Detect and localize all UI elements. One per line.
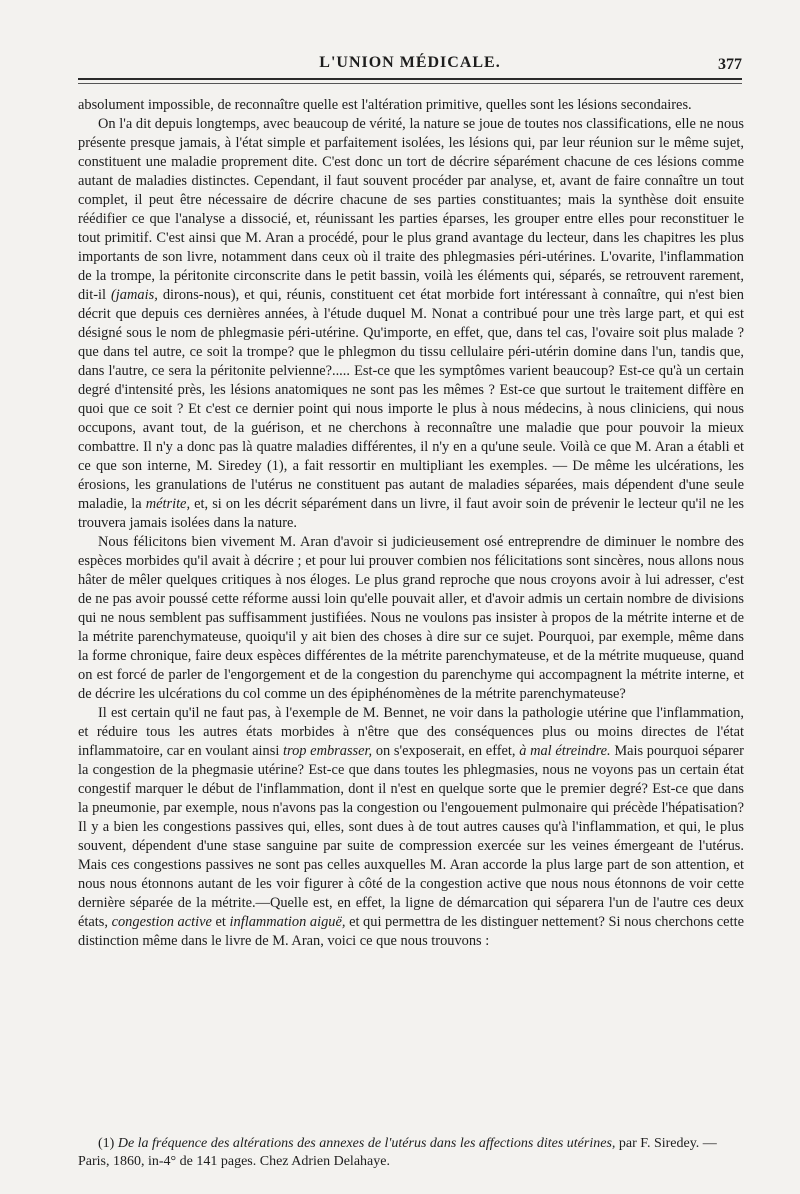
- paragraph-4-italic-3: congestion active: [111, 914, 212, 930]
- paragraph-2-text-a: On l'a dit depuis longtemps, avec beaucoup de vérité, la nature se joue de toutes nos classifications, elle ne nous présente presque jamais, à l'état simple et parfaitement isolées, les lésions qui, par leur réunion sur le même sujet, constituent une maladie proprement dite. C'est donc un tort de décrire séparément chacune de ces lésions comme autant de maladies distinctes. Cependant, il faut souvent procéder par analyse, et, avant de faire connaître un tout complet, il peut être nécessaire de décrire chacune de ses parties constituantes; mais la synthèse doit ensuite réédifier ce que l'analyse a dissocié, et, réunissant les parties éparses, les grouper entre elles pour reconstituer le tout primitif. C'est ainsi que M. Aran a procédé, pour le plus grand avantage du lecteur, dans les chapitres les plus importants de son livre, notamment dans ceux où il traite des phlegmasies péri-utérines. L'ovarite, l'inflammation de la trompe, la péritonite circonscrite dans le petit bassin, voilà les éléments qui, séparés, se retrouvent rarement, dit-il: [78, 116, 744, 303]
- running-title: L'UNION MÉDICALE.: [319, 54, 501, 71]
- paragraph-2-italic-1: (jamais,: [111, 287, 158, 303]
- paragraph-4-italic-4: inflammation aiguë,: [229, 914, 346, 930]
- footnote-marker: (1): [98, 1136, 115, 1151]
- page-number: 377: [718, 56, 742, 73]
- paragraph-2-text-c: et, si on les décrit séparément dans un livre, il faut avoir soin de prévenir le lecteur qu'il ne les trouvera jamais isolées dans la nature.: [78, 496, 744, 531]
- paragraph-3: Nous félicitons bien vivement M. Aran d'avoir si judicieusement osé entreprendre de diminuer le nombre des espèces morbides qu'il avait à décrire ; et pour lui prouver combien nos félicitations sont sincères, nous allons nous hâter de mêler quelques critiques à nos éloges. Le plus grand reproche que nous croyons avoir à lui adresser, c'est de ne pas avoir poussé cette réforme aussi loin qu'elle pouvait aller, et d'avoir admis un certain nombre de divisions qui ne nous semblent pas suffisamment justifiées. Nous ne voulons pas insister à propos de la métrite interne et de la métrite parenchymateuse, quoiqu'il y ait bien des choses à dire sur ce sujet. Pourquoi, par exemple, même dans la forme chronique, faire deux espèces différentes de la métrite parenchymateuse, et de la métrite muqueuse, quand on est forcé de parler de l'engorgement et de la congestion du parenchyme qui accompagnent la métrite interne, et de décrire les ulcérations du col comme un des épiphénomènes de la métrite parenchymateuse?: [78, 534, 744, 702]
- article-body: [78, 96, 744, 951]
- paragraph-2: [78, 115, 744, 533]
- footnote-citation: par F. Siredey. — Paris, 1860, in-4° de 141 pages. Chez Adrien Delahaye.: [78, 1136, 717, 1169]
- paragraph-4-text-c: Mais pourquoi séparer la congestion de la phegmasie utérine? Est-ce que dans toutes les phlegmasies, nous ne voyons pas un certain état congestif marquer le début de l'inflammation, dont il n'est en quelque sorte que le premier degré? Est-ce que dans la pneumonie, par exemple, nous n'avons pas la congestion ou l'engouement pulmonaire qui précède l'hépatisation? Il y a bien les congestions passives qui, elles, sont dues à de tout autres causes qu'à l'inflammation, et qui, le plus souvent, dépendent d'une stase sanguine par suite de compression exercée sur les veines émergeant de l'utérus. Mais ces congestions passives ne sont pas celles auxquelles M. Aran accorde la plus large part de son attention, et nous nous étonnons autant de les voir figurer à côté de la congestion active que nous nous étonnons de voir cette dernière séparée de la métrite.—Quelle est, en effet, la ligne de démarcation qui séparera l'un de l'autre ces deux états,: [78, 743, 744, 930]
- paragraph-4-text-b: on s'exposerait, en effet,: [375, 743, 516, 759]
- paragraph-4-text-d: et: [215, 914, 226, 930]
- footnote-title: De la fréquence des altérations des annexes de l'utérus dans les affections dites utérines,: [117, 1136, 616, 1151]
- header-rule-thin: [78, 83, 742, 84]
- paragraph-4-text-a: Il est certain qu'il ne faut pas, à l'exemple de M. Bennet, ne voir dans la pathologie utérine que l'inflammation, et réduire tous les autres états morbides à n'être que des conséquences plus ou moins directes de l'état inflammatoire, car en voulant ainsi: [78, 705, 744, 759]
- paragraph-1: absolument impossible, de reconnaître quelle est l'altération primitive, quelles sont les lésions secondaires.: [78, 97, 692, 113]
- paragraph-2-italic-2: métrite,: [145, 496, 191, 512]
- paragraph-2-text-b: dirons-nous), et qui, réunis, constituent cet état morbide fort intéressant à connaître, qui n'est bien décrit que depuis ces dernières années, à l'étude duquel M. Nonat a contribué pour une très large part, et qui est désigné sous le nom de phlegmasie péri-utérine. Qu'importe, en effet, que, dans tel cas, l'ovaire soit plus malade ? que dans tel autre, ce soit la trompe? que le phlegmon du tissu cellulaire péri-utérin domine dans l'un, tandis que, dans l'autre, ce sera la péritonite pelvienne?..... Est-ce que les symptômes varient beaucoup? Est-ce qu'à un certain degré d'intensité près, les lésions anatomiques ne sont pas les mêmes ? Est-ce que surtout le traitement diffère en quoi que ce soit ? Et c'est ce dernier point qui nous importe le plus à nous médecins, à nous cliniciens, qui nous occupons, avant tout, de la guérison, et ne cherchons à reconnaître une maladie que pour pouvoir la mieux combattre. Il n'y a donc pas là quatre maladies différentes, il n'y en a qu'une seule. Voilà ce que M. Aran a établi et ce que son interne, M. Siredey (1), a fait ressortir en multipliant les exemples. — De même les ulcérations, les érosions, les granulations de l'utérus ne constituent pas autant de maladies séparées, mais dépendent d'une seule maladie, la: [78, 287, 744, 512]
- page-header: [78, 44, 742, 76]
- paragraph-4-italic-2: à mal étreindre.: [519, 743, 611, 759]
- footnote: [78, 1135, 744, 1171]
- paragraph-4: [78, 704, 744, 951]
- paragraph-4-italic-1: trop embrasser,: [283, 743, 373, 759]
- header-rule: [78, 78, 742, 80]
- paragraph-4-text-e: et qui permettra de les distinguer nettement? Si nous cherchons cette distinction même dans le livre de M. Aran, voici ce que nous trouvons :: [78, 914, 744, 949]
